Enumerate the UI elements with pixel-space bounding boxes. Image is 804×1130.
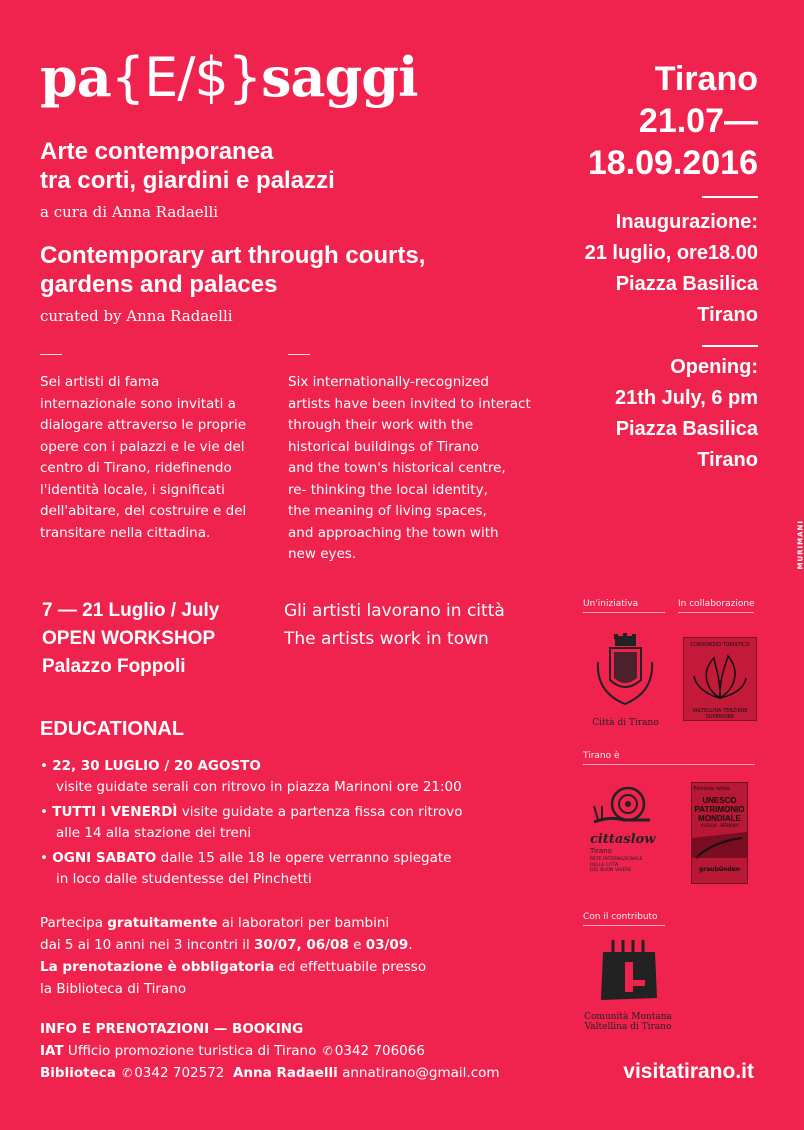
railway-icon (692, 828, 747, 862)
divider (702, 345, 758, 347)
contact-block: INFO E PRENOTAZIONI — BOOKING IAT Ufficio promozione turistica di Tirano ✆ 0342 706066 Biblioteca ✆ 0342 702572 Anna Radaelli annatirano@gmail.com (40, 1018, 500, 1084)
kids-workshop-text: Partecipa gratuitamente ai laboratori per bambini dai 5 ai 10 anni nei 3 incontri il 30/07, 06/08 e 03/09. La prenotazione è obbligatoria ed effettuabile presso la Biblioteca di Tirano (40, 915, 427, 997)
divider (583, 612, 665, 613)
phone-icon: ✆ (322, 1044, 333, 1058)
date-block (588, 58, 758, 184)
consorzio-turistico-logo: CONSORZIO TURISTICO VALTELLINA TERZIERE SUPERIORE (683, 637, 757, 721)
divider (40, 354, 62, 355)
divider (288, 354, 310, 355)
comunita-montana-logo: Comunità Montana Valtellina di Tirano (583, 938, 673, 1038)
website-link[interactable]: visitatirano.it (623, 1060, 754, 1083)
divider (702, 196, 758, 198)
label-initiative: Un'iniziativa (583, 599, 639, 609)
flower-icon (684, 648, 756, 704)
divider (583, 764, 755, 765)
list-item: • OGNI SABATO dalle 15 alle 18 le opere verranno spiegate (40, 850, 452, 866)
designer-credit: MURIMANI (796, 520, 804, 570)
phone-icon: ✆ (122, 1066, 133, 1080)
list-item: • 22, 30 LUGLIO / 20 AGOSTO (40, 758, 261, 774)
intro-english: Six internationally-recognized artists have been invited to interact through their work with the historical buildings of Tirano and the town's historical centre, re- thinking the local identity, the meaning of living spaces, and approaching the town with new eyes. (288, 374, 531, 562)
label-contribution: Con il contributo (583, 912, 658, 922)
label-tirano-e: Tirano è (583, 751, 620, 761)
date-from: 21.07— (638, 102, 758, 140)
mountain-emblem-icon (583, 938, 673, 1008)
subtitle-italian: Arte contemporanea tra corti, giardini e palazzi (40, 138, 335, 194)
citta-di-tirano-logo: Città di Tirano (588, 632, 663, 732)
subtitle-english: Contemporary art through courts, gardens and palaces (40, 242, 426, 298)
unesco-ferrovia-logo: Ferrovia retica UNESCO PATRIMONIO MONDIALE ALBULA · BERNINA graubünden (691, 782, 748, 884)
educational-list: • 22, 30 LUGLIO / 20 AGOSTO visite guidate serali con ritrovo in piazza Marinoni ore 21:00 • TUTTI I VENERDÌ visite guidate a partenza fissa con ritrovo alle 14 alla stazione dei treni • OGNI SABATO dalle 15 alle 18 le opere verranno spiegate in loco dalle studentesse del Pinchetti (40, 758, 463, 887)
email-link[interactable]: annatirano@gmail.com (342, 1065, 500, 1081)
intro-italian: Sei artisti di fama internazionale sono invitati a dialogare attraverso le proprie opere con i palazzi e le vie del centro di Tirano, ridefinendo l'identità locale, i significati dell'abitare, del costruire e del transitare nella cittadina. (40, 374, 247, 541)
logo-part: {E/$} (110, 46, 262, 109)
coat-of-arms-icon (588, 632, 663, 717)
curator-italian: a cura di Anna Radaelli (40, 203, 219, 221)
workshop-block: 7 — 21 Luglio / July OPEN WORKSHOP Palazzo Foppoli (42, 600, 220, 677)
label-collaboration: In collaborazione (678, 599, 755, 609)
event-logo (40, 45, 418, 109)
curator-english: curated by Anna Radaelli (40, 307, 233, 325)
cittaslow-logo: cittaslow Tirano RETE INTERNAZIONALE DELLE CITTÀ DEL BUON VIVERE (590, 782, 670, 882)
educational-title: EDUCATIONAL (40, 718, 185, 740)
inauguration-block: Inaugurazione: 21 luglio, ore18.00 Piazza Basilica Tirano (584, 211, 758, 326)
list-item: • TUTTI I VENERDÌ visite guidate a partenza fissa con ritrovo (40, 804, 463, 820)
iat-phone[interactable]: 0342 706066 (334, 1043, 425, 1059)
snail-icon (590, 782, 660, 828)
divider (583, 925, 665, 926)
date-to: 18.09.2016 (587, 144, 758, 182)
workshop-description: Gli artisti lavorano in città The artists work in town (284, 601, 505, 649)
library-phone[interactable]: 0342 702572 (134, 1065, 225, 1081)
logo-part: pa (40, 45, 111, 109)
opening-block: Opening: 21th July, 6 pm Piazza Basilica Tirano (614, 356, 758, 471)
divider (678, 612, 754, 613)
city-name: Tirano (654, 60, 758, 98)
logo-part: saggi (261, 45, 418, 109)
